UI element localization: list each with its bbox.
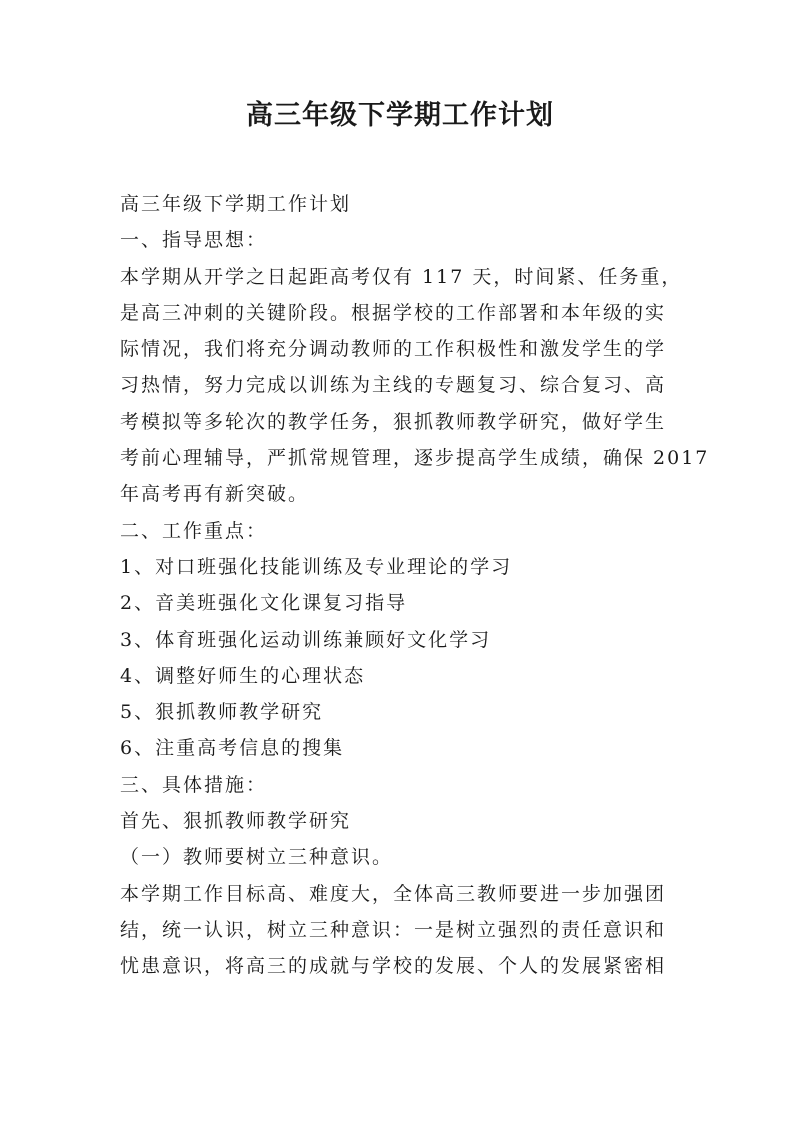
document-title: 高三年级下学期工作计划 [246,100,554,131]
paragraph-line: 是高三冲刺的关键阶段。根据学校的工作部署和本年级的实 [120,301,667,324]
section-heading-measures: 三、具体措施： [120,773,268,796]
list-item: 4、调整好师生的心理状态 [120,664,366,687]
paragraph-line: 本学期工作目标高、难度大，全体高三教师要进一步加强团 [120,882,667,905]
section-heading-work-focus: 二、工作重点： [120,519,268,542]
list-item: 1、对口班强化技能训练及专业理论的学习 [120,555,513,578]
list-item: 6、注重高考信息的搜集 [120,737,345,760]
section-heading-guiding-ideology: 一、指导思想： [120,229,268,252]
list-item: 5、狠抓教师教学研究 [120,701,324,724]
paragraph-line: 考模拟等多轮次的教学任务，狠抓教师教学研究，做好学生 [120,410,667,433]
paragraph-line: 年高考再有新突破。 [120,483,310,506]
paragraph-line: 考前心理辅导，严抓常规管理，逐步提高学生成绩，确保 2017 [120,447,710,470]
paragraph-line: 习热情，努力完成以训练为主线的专题复习、综合复习、高 [120,374,667,397]
measure-intro: 首先、狠抓教师教学研究 [120,810,352,833]
focus-list [120,549,690,767]
document-body [120,186,710,985]
sub-heading: （一）教师要树立三种意识。 [120,846,394,869]
list-item: 3、体育班强化运动训练兼顾好文化学习 [120,628,492,651]
list-item: 2、音美班强化文化课复习指导 [120,592,408,615]
heading-repeat: 高三年级下学期工作计划 [120,193,352,215]
paragraph-line: 际情况，我们将充分调动教师的工作积极性和激发学生的学 [120,338,667,361]
paragraph-line: 本学期从开学之日起距高考仅有 117 天，时间紧、任务重， [120,265,683,288]
paragraph-three-awareness [120,876,690,985]
paragraph-guiding-ideology [120,259,710,513]
paragraph-line: 忧患意识，将高三的成就与学校的发展、个人的发展紧密相 [120,955,667,978]
paragraph-line: 结，统一认识，树立三种意识：一是树立强烈的责任意识和 [120,918,667,941]
